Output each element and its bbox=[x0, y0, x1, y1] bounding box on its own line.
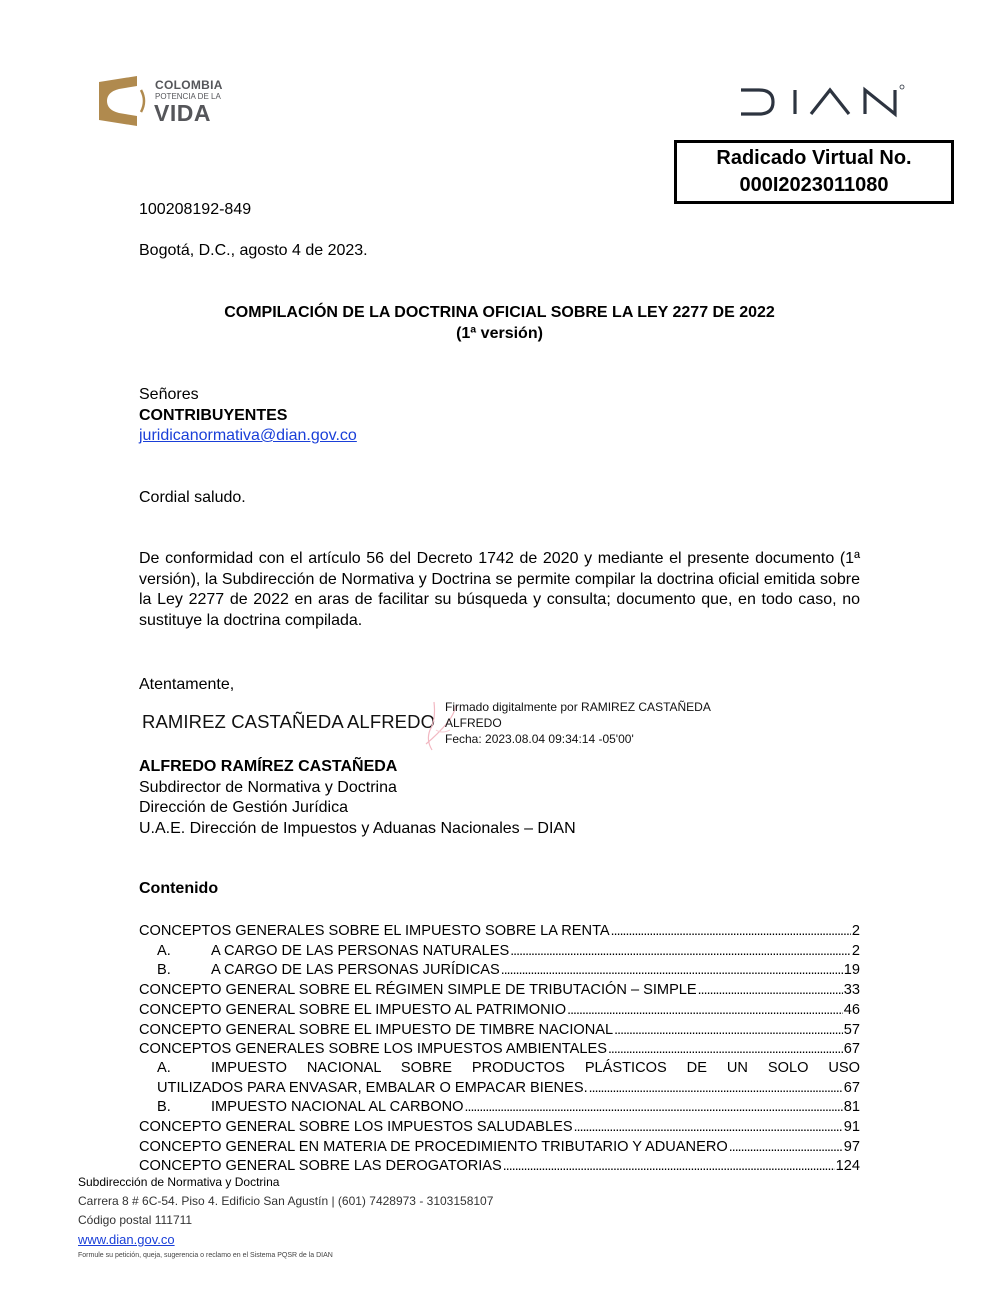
toc-entry-page: 91 bbox=[843, 1119, 860, 1136]
radicado-label: Radicado Virtual No. bbox=[716, 147, 912, 169]
toc-entry-page: 2 bbox=[851, 923, 860, 939]
title-line-1: COMPILACIÓN DE LA DOCTRINA OFICIAL SOBRE LA LEY 2277 DE 2022 bbox=[224, 304, 775, 321]
toc-entry[interactable] bbox=[139, 1039, 860, 1059]
logo-text-vida: VIDA bbox=[154, 100, 211, 126]
footer-website-link[interactable]: www.dian.gov.co bbox=[78, 1232, 175, 1247]
toc-entry-label: CONCEPTO GENERAL SOBRE EL RÉGIMEN SIMPLE DE TRIBUTACIÓN – SIMPLE bbox=[139, 982, 697, 999]
body-paragraph: De conformidad con el artículo 56 del Decreto 1742 de 2020 y mediante el presente documento (1ª versión), la Subdirección de Normativa y Doctrina se permite compilar la doctrina oficial emitida sobre la Ley 2277 de 2022 en aras de facilitar su búsqueda y consulta; documento que, en todo caso, no sustituye la doctrina compilada. bbox=[139, 550, 860, 629]
signer-office: Dirección de Gestión Jurídica bbox=[139, 799, 348, 816]
greeting: Cordial saludo. bbox=[139, 489, 246, 506]
closing: Atentamente, bbox=[139, 676, 235, 693]
toc-entry-label: CONCEPTO GENERAL SOBRE LOS IMPUESTOS SALUDABLES bbox=[139, 1119, 573, 1136]
toc-entry-page: 81 bbox=[843, 1099, 860, 1116]
toc-leader bbox=[589, 1078, 843, 1098]
toc-entry-page: 2 bbox=[851, 942, 860, 959]
toc-leader bbox=[501, 960, 843, 980]
signature-note-line-1: Firmado digitalmente por RAMIREZ CASTAÑEDA bbox=[445, 700, 711, 714]
toc-entry[interactable] bbox=[139, 941, 860, 961]
signature-name: RAMIREZ CASTAÑEDA ALFREDO bbox=[142, 711, 436, 732]
table-of-contents bbox=[139, 921, 860, 1176]
toc-leader bbox=[608, 1039, 843, 1059]
page-footer bbox=[78, 1173, 493, 1262]
addressee-name: CONTRIBUYENTES bbox=[139, 406, 288, 424]
radicado-box bbox=[674, 140, 954, 204]
addressee-block bbox=[139, 385, 357, 447]
colombia-logo-mark-icon bbox=[97, 76, 149, 126]
document-date: Bogotá, D.C., agosto 4 de 2023. bbox=[139, 242, 368, 259]
toc-entry-label-line-2: UTILIZADOS PARA ENVASAR, EMBALAR O EMPACAR BIENES. bbox=[157, 1079, 588, 1096]
dian-logo bbox=[737, 82, 907, 122]
salutation: Señores bbox=[139, 386, 199, 403]
addressee-email-link[interactable]: juridicanormativa@dian.gov.co bbox=[139, 427, 357, 444]
signer-role: Subdirector de Normativa y Doctrina bbox=[139, 778, 397, 796]
signature-note-line-2: ALFREDO bbox=[445, 716, 502, 730]
toc-leader bbox=[729, 1137, 843, 1157]
toc-entry-label: CONCEPTOS GENERALES SOBRE LOS IMPUESTOS AMBIENTALES bbox=[139, 1041, 607, 1058]
toc-entry-label: A CARGO DE LAS PERSONAS JURÍDICAS bbox=[211, 962, 500, 979]
footer-note: Formule su petición, queja, sugerencia o reclamo en el Sistema PQSR de la DIAN bbox=[78, 1252, 333, 1259]
toc-entry-label: A CARGO DE LAS PERSONAS NATURALES bbox=[211, 942, 510, 959]
toc-entry-label: CONCEPTOS GENERALES SOBRE EL IMPUESTO SOBRE LA RENTA bbox=[139, 923, 610, 939]
signature-note bbox=[445, 699, 711, 747]
document-title bbox=[139, 302, 860, 344]
toc-entry[interactable] bbox=[139, 1117, 860, 1137]
toc-entry-letter: A. bbox=[157, 1059, 171, 1076]
toc-entry-label: CONCEPTO GENERAL EN MATERIA DE PROCEDIMIENTO TRIBUTARIO Y ADUANERO bbox=[139, 1138, 728, 1155]
toc-entry-page: 46 bbox=[843, 1001, 860, 1018]
toc-entry-letter: B. bbox=[157, 962, 171, 979]
toc-entry[interactable] bbox=[139, 1000, 860, 1020]
toc-leader bbox=[574, 1117, 843, 1137]
signer-name: ALFREDO RAMÍREZ CASTAÑEDA bbox=[139, 758, 398, 775]
toc-entry[interactable] bbox=[139, 980, 860, 1000]
toc-entry-wrapped[interactable] bbox=[139, 1059, 860, 1097]
signature-note-line-3: Fecha: 2023.08.04 09:34:14 -05'00' bbox=[445, 732, 634, 746]
toc-entry[interactable] bbox=[139, 921, 860, 941]
toc-entry[interactable] bbox=[139, 1097, 860, 1117]
toc-entry-page: 33 bbox=[843, 982, 860, 999]
toc-entry-page: 124 bbox=[835, 1158, 860, 1175]
toc-entry-letter: A. bbox=[157, 942, 171, 959]
footer-address: Carrera 8 # 6C-54. Piso 4. Edificio San Agustín | (601) 7428973 - 3103158107 bbox=[78, 1194, 494, 1208]
title-line-2: (1ª versión) bbox=[456, 325, 543, 342]
toc-entry-label: CONCEPTO GENERAL SOBRE EL IMPUESTO DE TIMBRE NACIONAL bbox=[139, 1021, 614, 1038]
toc-leader bbox=[510, 941, 851, 961]
toc-leader bbox=[698, 980, 843, 1000]
contents-heading: Contenido bbox=[139, 880, 219, 897]
toc-entry[interactable] bbox=[139, 960, 860, 980]
toc-leader bbox=[464, 1097, 842, 1117]
toc-entry[interactable] bbox=[139, 1137, 860, 1157]
toc-entry-page: 57 bbox=[843, 1021, 860, 1038]
toc-leader bbox=[503, 1156, 835, 1176]
toc-entry-label: CONCEPTO GENERAL SOBRE EL IMPUESTO AL PATRIMONIO bbox=[139, 1001, 567, 1018]
toc-entry-page: 19 bbox=[843, 962, 860, 979]
toc-entry-page: 67 bbox=[843, 1041, 860, 1058]
toc-entry-label-line-1: IMPUESTO NACIONAL SOBRE PRODUCTOS PLÁSTICOS DE UN SOLO USO bbox=[211, 1059, 860, 1076]
toc-entry-label: CONCEPTO GENERAL SOBRE LAS DEROGATORIAS bbox=[139, 1158, 502, 1175]
toc-entry[interactable] bbox=[139, 1020, 860, 1040]
toc-entry-page: 67 bbox=[843, 1079, 860, 1096]
radicado-number: 000I2023011080 bbox=[739, 174, 889, 196]
colombia-potencia-de-la-vida-logo bbox=[97, 76, 237, 128]
document-number: 100208192-849 bbox=[139, 201, 252, 218]
logo-text-potencia: POTENCIA DE LA bbox=[155, 92, 221, 101]
toc-leader bbox=[614, 1020, 843, 1040]
footer-office: Subdirección de Normativa y Doctrina bbox=[78, 1175, 280, 1189]
signer-entity: U.A.E. Dirección de Impuestos y Aduanas Nacionales – DIAN bbox=[139, 819, 576, 837]
toc-leader bbox=[567, 1000, 843, 1020]
toc-entry-page: 97 bbox=[843, 1138, 860, 1155]
toc-leader bbox=[611, 921, 851, 941]
signer-block bbox=[139, 757, 576, 839]
footer-postal-code: Código postal 111711 bbox=[78, 1213, 193, 1227]
toc-entry-label: IMPUESTO NACIONAL AL CARBONO bbox=[211, 1099, 464, 1116]
logo-text-colombia: COLOMBIA bbox=[155, 78, 223, 92]
toc-entry-letter: B. bbox=[157, 1099, 171, 1116]
digital-signature bbox=[142, 700, 742, 755]
